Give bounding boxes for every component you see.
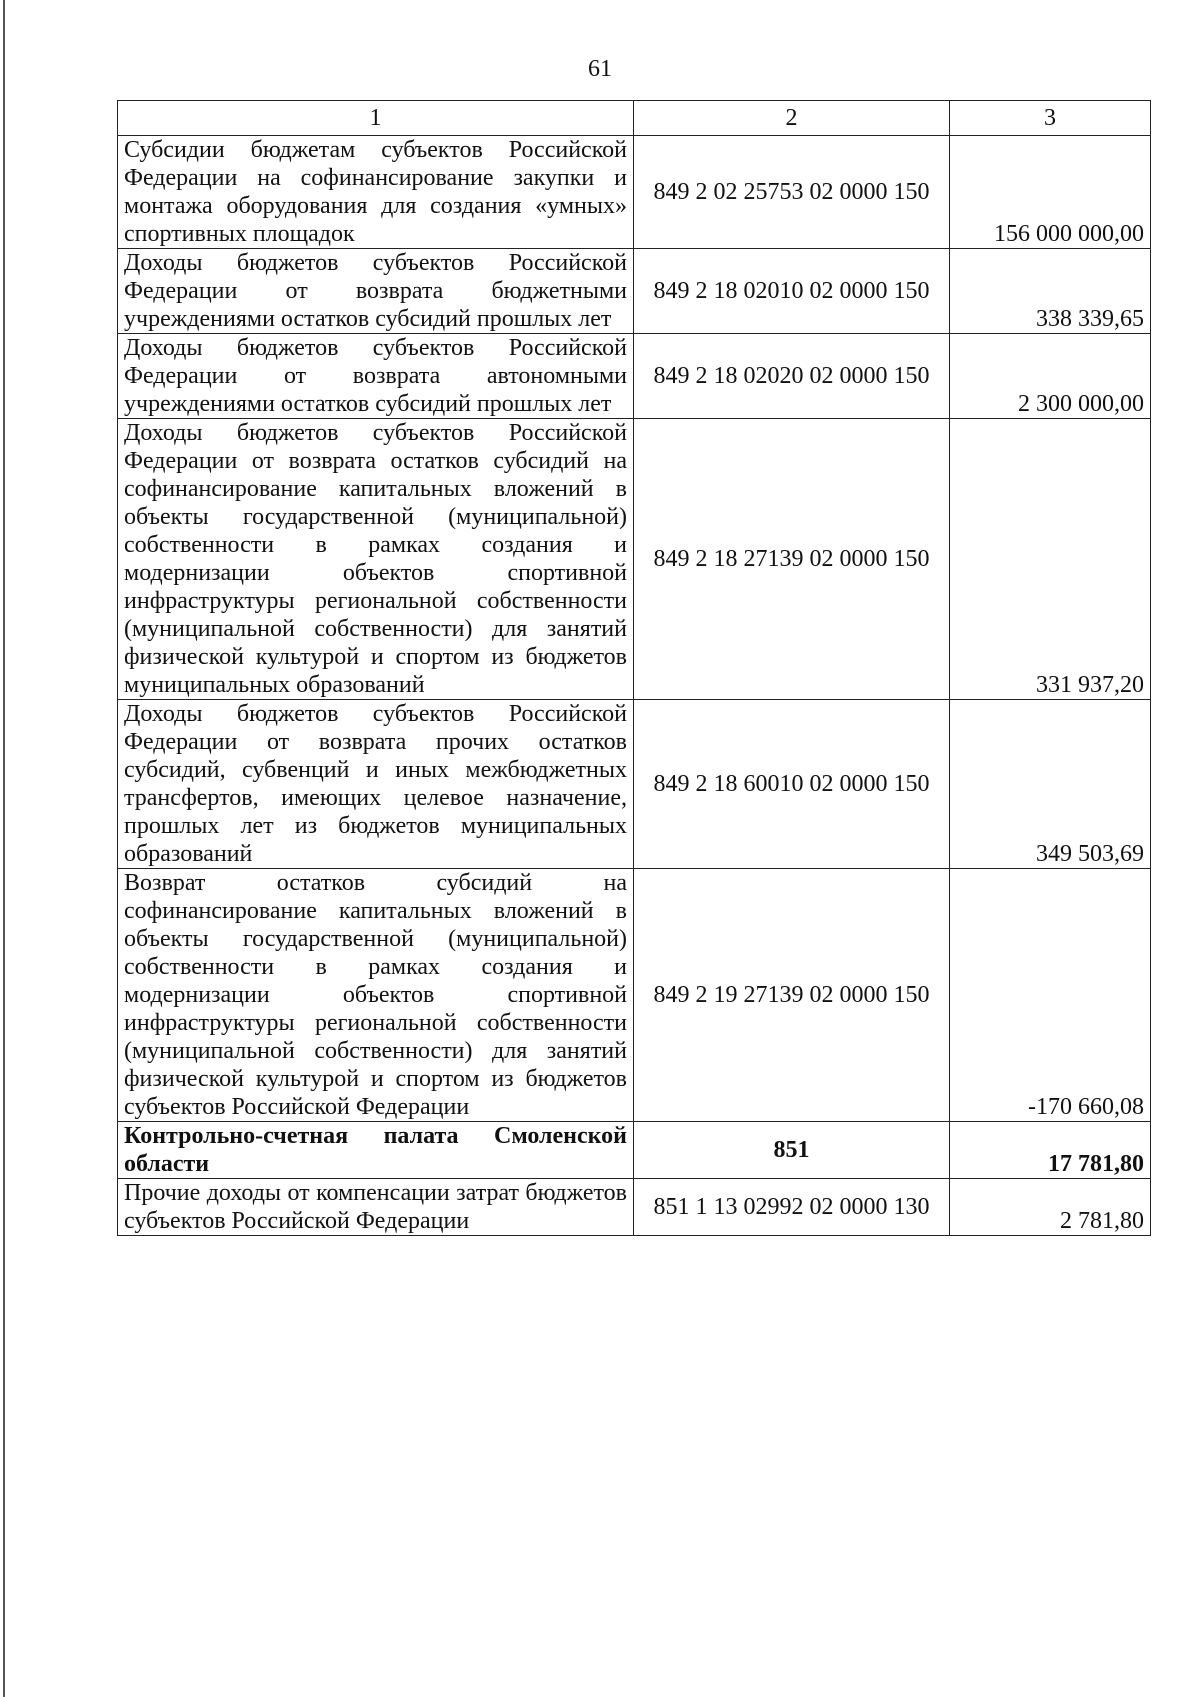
row-name: Доходы бюджетов субъектов Российской Федерации от возврата прочих остатков субсидий, субвенций и иных межбюджетных трансфертов, имеющих целевое назначение, прошлых лет из бюджетов муниципальных образований <box>118 700 634 869</box>
column-header-2: 2 <box>634 101 950 136</box>
row-code: 849 2 18 02020 02 0000 150 <box>634 334 950 419</box>
row-amount: 2 300 000,00 <box>950 334 1151 419</box>
row-name: Доходы бюджетов субъектов Российской Федерации от возврата бюджетными учреждениями остатков субсидий прошлых лет <box>118 249 634 334</box>
row-name: Субсидии бюджетам субъектов Российской Федерации на софинансирование закупки и монтажа оборудования для создания «умных» спортивных площадок <box>118 136 634 249</box>
column-header-1: 1 <box>118 101 634 136</box>
row-name: Доходы бюджетов субъектов Российской Федерации от возврата автономными учреждениями остатков субсидий прошлых лет <box>118 334 634 419</box>
row-amount: 331 937,20 <box>950 419 1151 700</box>
table-row <box>118 249 1151 334</box>
row-code: 849 2 18 02010 02 0000 150 <box>634 249 950 334</box>
row-code: 849 2 18 60010 02 0000 150 <box>634 700 950 869</box>
table-row <box>118 334 1151 419</box>
row-amount: 349 503,69 <box>950 700 1151 869</box>
row-code: 849 2 19 27139 02 0000 150 <box>634 869 950 1122</box>
table-row <box>118 700 1151 869</box>
table-row-organization <box>118 1122 1151 1179</box>
table-header-row <box>118 101 1151 136</box>
table-row <box>118 419 1151 700</box>
row-code: 851 <box>634 1122 950 1179</box>
column-header-3: 3 <box>950 101 1151 136</box>
row-name: Контрольно-счетная палата Смоленской области <box>118 1122 634 1179</box>
table-row <box>118 869 1151 1122</box>
row-amount: -170 660,08 <box>950 869 1151 1122</box>
table-row <box>118 136 1151 249</box>
row-amount: 338 339,65 <box>950 249 1151 334</box>
row-name: Доходы бюджетов субъектов Российской Федерации от возврата остатков субсидий на софинансирование капитальных вложений в объекты государственной (муниципальной) собственности в рамках создания и модернизации объектов спортивной инфраструктуры региональной собственности (муниципальной собственности) для занятий физической культурой и спортом из бюджетов муниципальных образований <box>118 419 634 700</box>
row-name: Прочие доходы от компенсации затрат бюджетов субъектов Российской Федерации <box>118 1179 634 1236</box>
row-code: 851 1 13 02992 02 0000 130 <box>634 1179 950 1236</box>
budget-revenue-table <box>117 100 1151 1236</box>
row-amount: 17 781,80 <box>950 1122 1151 1179</box>
row-amount: 2 781,80 <box>950 1179 1151 1236</box>
table-row <box>118 1179 1151 1236</box>
row-code: 849 2 18 27139 02 0000 150 <box>634 419 950 700</box>
row-name: Возврат остатков субсидий на софинансирование капитальных вложений в объекты государственной (муниципальной) собственности в рамках создания и модернизации объектов спортивной инфраструктуры региональной собственности (муниципальной собственности) для занятий физической культурой и спортом из бюджетов субъектов Российской Федерации <box>118 869 634 1122</box>
page-edge-line <box>3 0 5 1697</box>
row-amount: 156 000 000,00 <box>950 136 1151 249</box>
page-number: 61 <box>588 56 612 82</box>
row-code: 849 2 02 25753 02 0000 150 <box>634 136 950 249</box>
